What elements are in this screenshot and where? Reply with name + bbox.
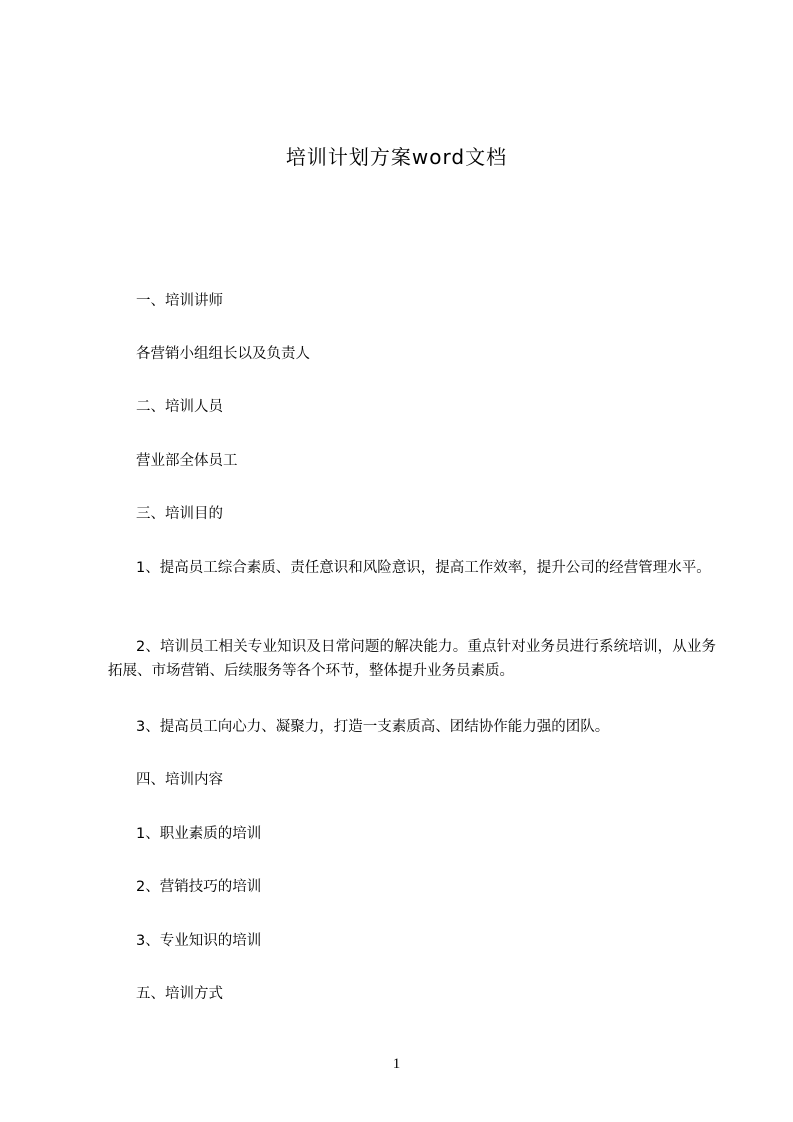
purpose-item-2: 2、培训员工相关专业知识及日常问题的解决能力。重点针对业务员进行系统培训，从业务拓展、市场营销、后续服务等各个环节，整体提升业务员素质。 — [108, 639, 716, 679]
page-number: 1 — [392, 1056, 401, 1072]
lecturer-text: 各营销小组组长以及负责人 — [136, 346, 310, 362]
purpose-item-3: 3、提高员工向心力、凝聚力，打造一支素质高、团结协作能力强的团队。 — [136, 719, 610, 735]
section-heading-method: 五、培训方式 — [136, 986, 223, 1002]
document-title: 培训计划方案word文档 — [285, 145, 508, 169]
section-heading-lecturer: 一、培训讲师 — [136, 293, 223, 309]
purpose-item-1: 1、提高员工综合素质、责任意识和风险意识，提高工作效率，提升公司的经营管理水平。 — [136, 560, 711, 576]
section-heading-purpose: 三、培训目的 — [136, 506, 223, 522]
content-item-1: 1、职业素质的培训 — [136, 826, 262, 842]
content-item-2: 2、营销技巧的培训 — [136, 879, 262, 895]
trainees-text: 营业部全体员工 — [136, 453, 238, 469]
content-item-3: 3、专业知识的培训 — [136, 933, 262, 949]
section-heading-content: 四、培训内容 — [136, 772, 223, 788]
section-heading-trainees: 二、培训人员 — [136, 399, 223, 415]
